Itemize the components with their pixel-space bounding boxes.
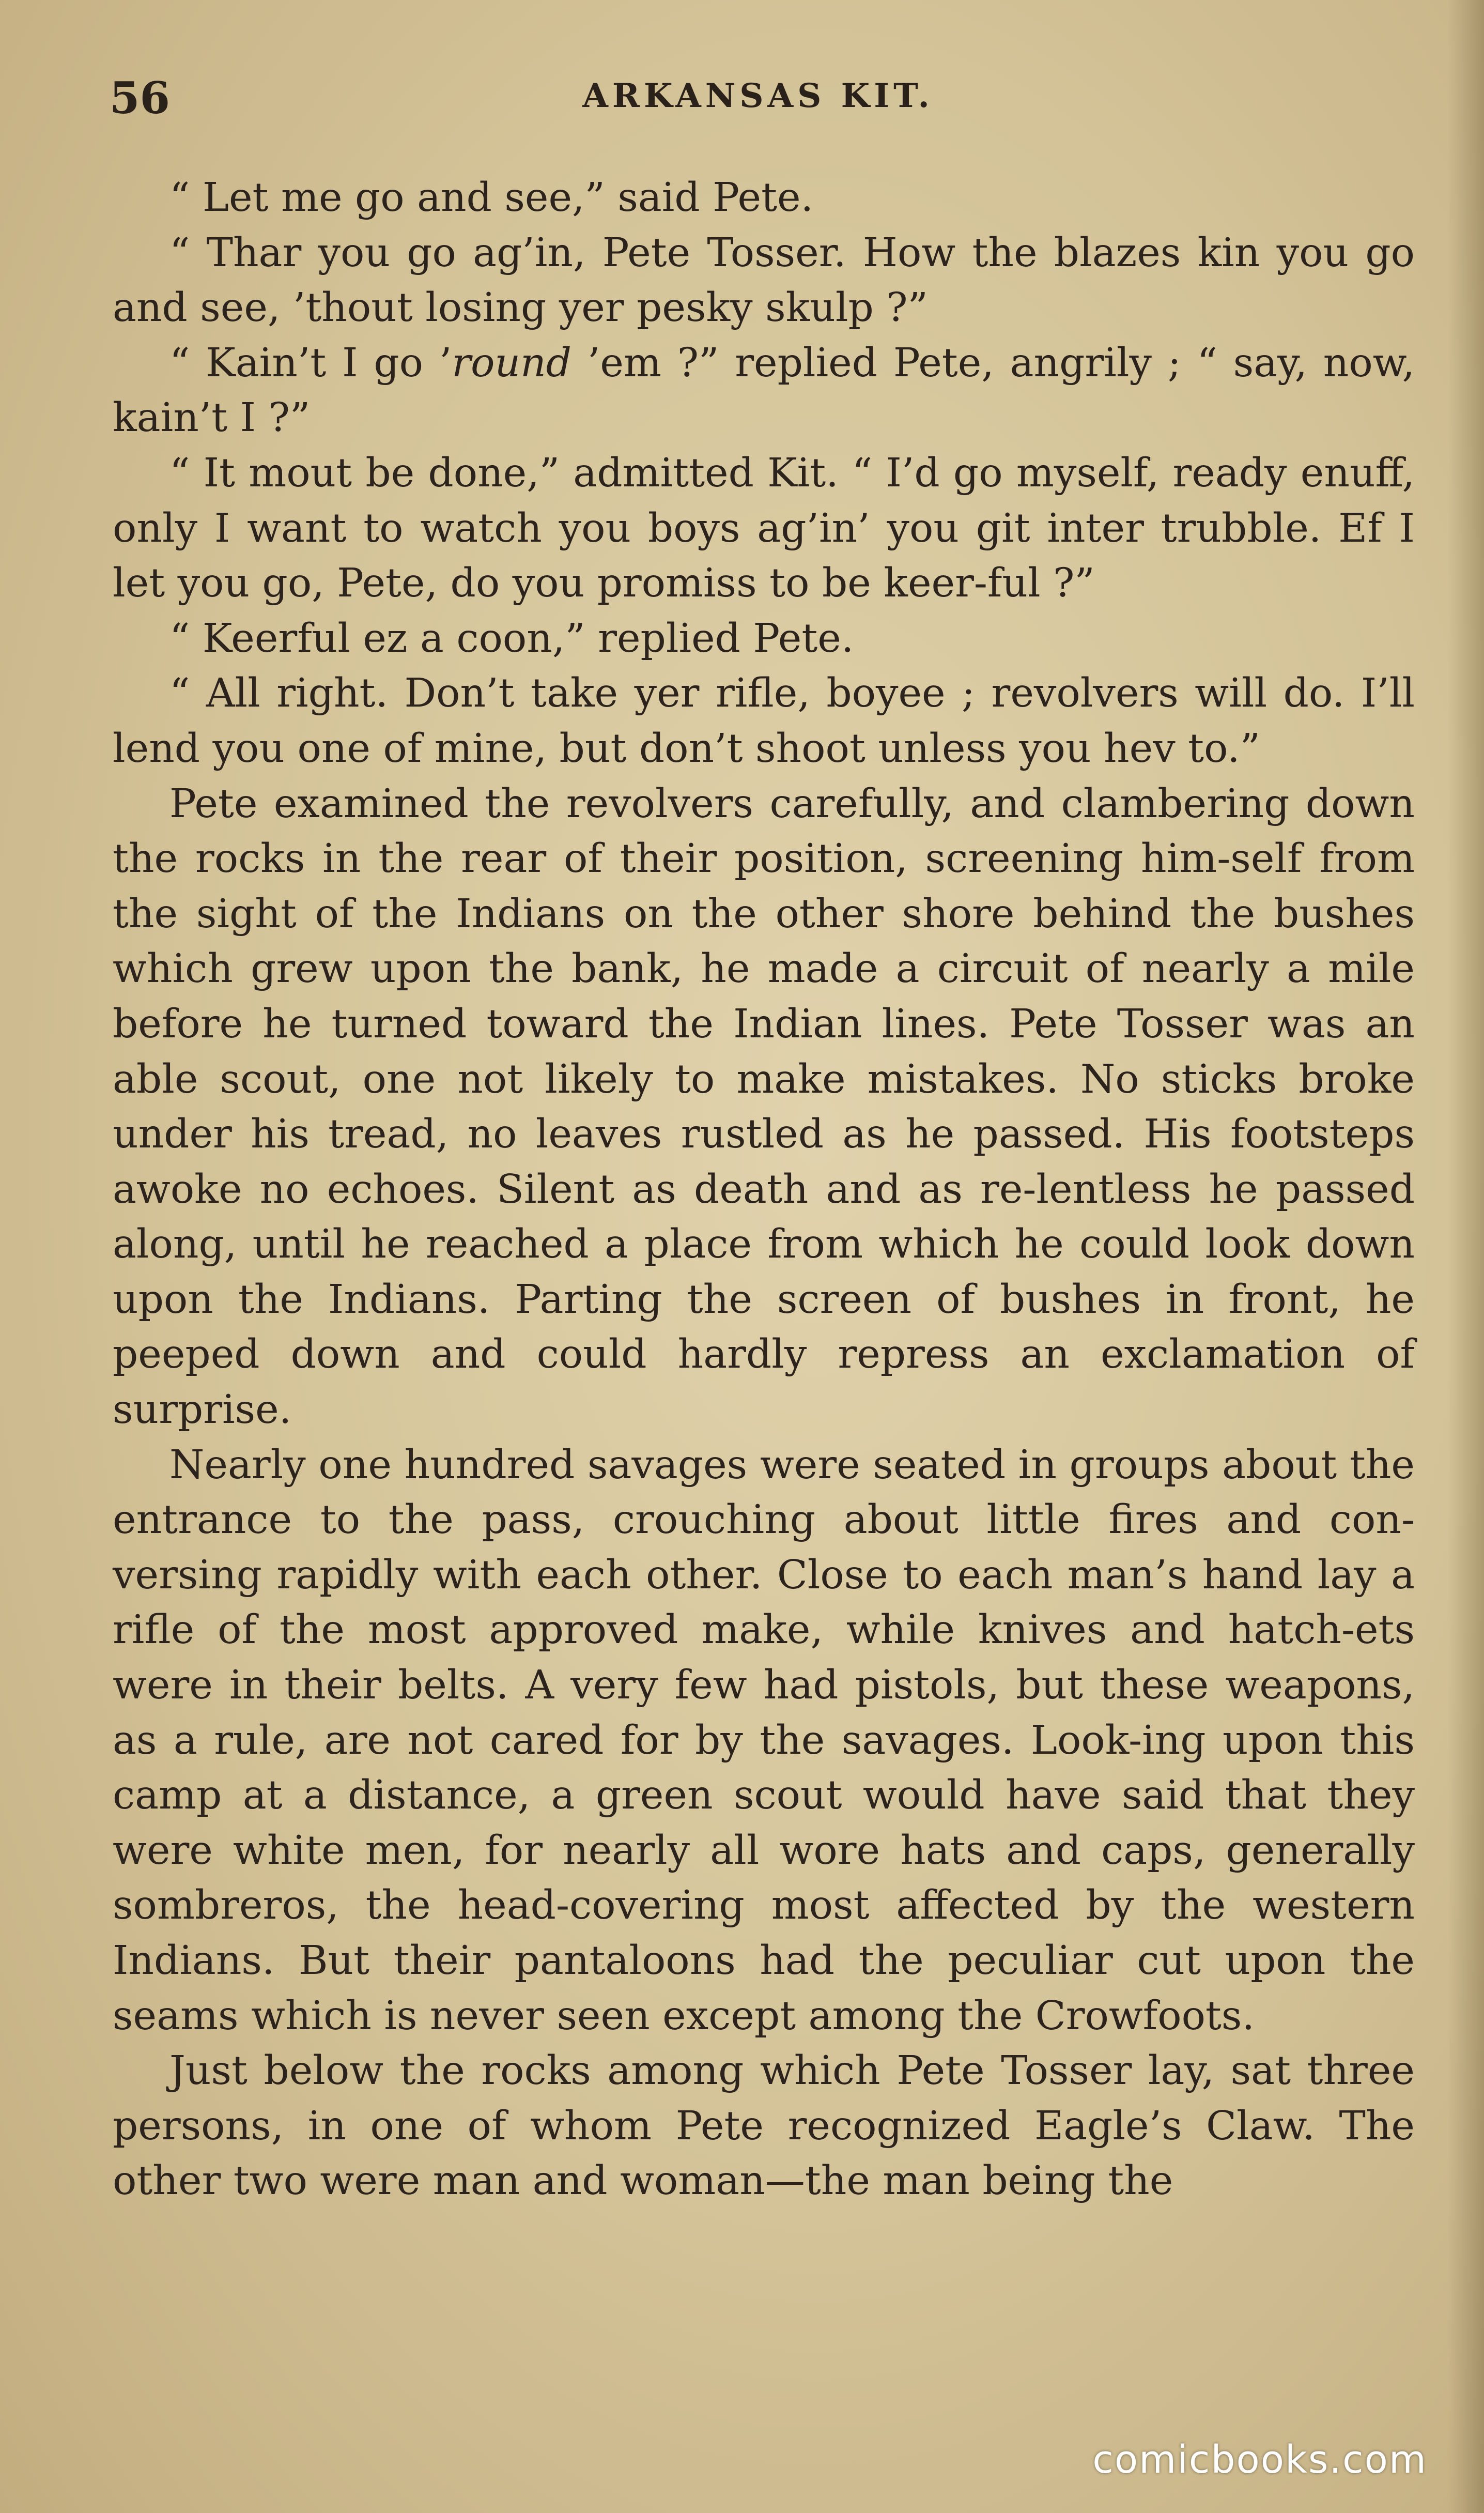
paragraph: Just below the rocks among which Pete Tosser lay, sat three persons, in one of whom Pete recognized Eagle’s Claw. The other two were man and woman—the man being the — [113, 2048, 1415, 2204]
paragraph: “ All right. Don’t take yer rifle, boyee ; revolvers will do. I’ll lend you one of mine, but don’t shoot unless you hev to.” — [113, 670, 1415, 772]
italic-word: round — [452, 340, 571, 386]
watermark: comicbooks.com — [1092, 2438, 1427, 2482]
page-edge-shadow — [1448, 0, 1484, 2513]
paragraph: “ Thar you go ag’in, Pete Tosser. How the blazes kin you go and see, ’thout losing yer pesky skulp ?” — [113, 229, 1415, 331]
paragraph: “ Kain’t I go ’round ’em ?” replied Pete, angrily ; “ say, now, kain’t I ?” — [113, 340, 1415, 441]
paragraph: “ Keerful ez a coon,” replied Pete. — [169, 615, 854, 662]
body-text — [113, 171, 1415, 2209]
page-number: 56 — [110, 72, 170, 124]
running-head: ARKANSAS KIT. — [582, 76, 934, 115]
paragraph: Pete examined the revolvers carefully, and clambering down the rocks in the rear of their position, screening him-self from the sight of the Indians on the other shore behind the bushes which grew upon the bank, he made a circuit of nearly a mile before he turned toward the Indian lines. Pete Tosser was an able scout, one not likely to make mistakes. No sticks broke under his tread, no leaves rustled as he passed. His footsteps awoke no echoes. Silent as death and as re-lentless he passed along, until he reached a place from which he could look down upon the Indians. Parting the screen of bushes in front, he peeped down and could hardly repress an exclamation of surprise. — [113, 780, 1415, 1433]
paragraph: “ It mout be done,” admitted Kit. “ I’d go myself, ready enuff, only I want to watch you boys ag’in’ you git inter trubble. Ef I let you go, Pete, do you promiss to be keer-ful ?” — [113, 450, 1415, 607]
page-header — [110, 67, 1406, 124]
paragraph: Nearly one hundred savages were seated in groups about the entrance to the pass, crouching about little fires and con-versing rapidly with each other. Close to each man’s hand lay a rifle of the most approved make, while knives and hatch-ets were in their belts. A very few had pistols, but these weapons, as a rule, are not cared for by the savages. Look-ing upon this camp at a distance, a green scout would have said that they were white men, for nearly all wore hats and caps, generally sombreros, the head-covering most affected by the western Indians. But their pantaloons had the peculiar cut upon the seams which is never seen except among the Crowfoots. — [113, 1442, 1415, 2039]
paragraph: “ Let me go and see,” said Pete. — [169, 175, 814, 221]
